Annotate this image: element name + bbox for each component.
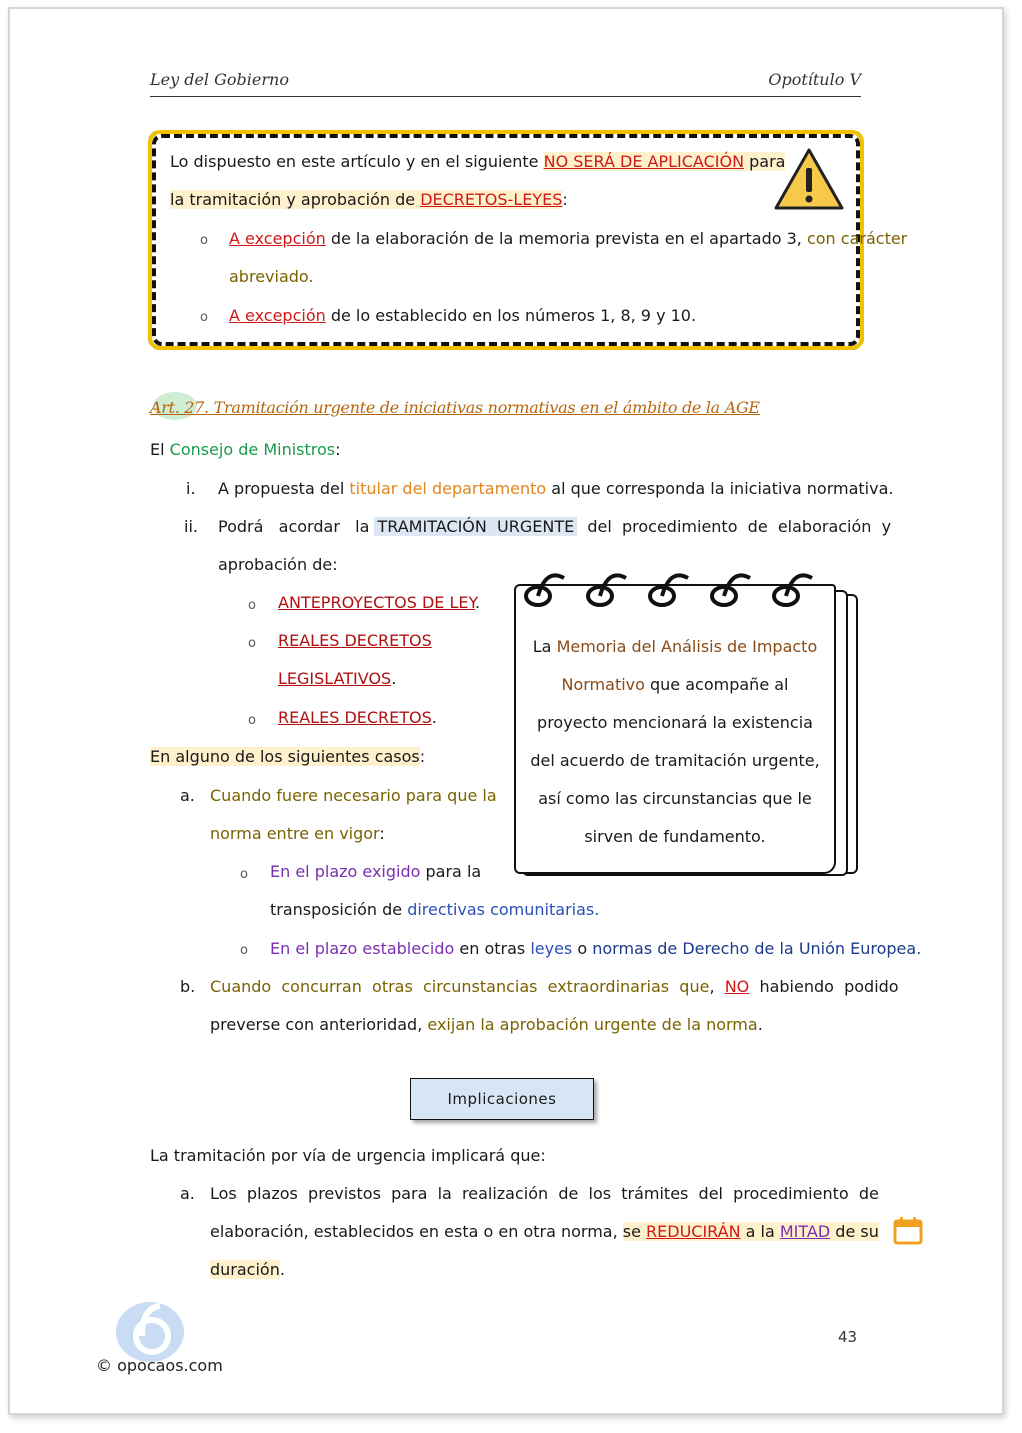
- implicaciones-a-line-1: Los plazos previstos para la realización de los trámites del procedimiento de: [210, 1184, 879, 1203]
- bullet: o: [200, 310, 208, 325]
- bullet: o: [248, 598, 256, 613]
- case-a-line-2: norma entre en vigor:: [210, 824, 385, 843]
- bullet: o: [200, 233, 208, 248]
- sub-item-1: ANTEPROYECTOS DE LEY.: [278, 593, 481, 612]
- note-line-2: Normativo que acompañe al: [561, 675, 789, 694]
- note-line-6: sirven de fundamento.: [584, 827, 766, 846]
- implicaciones-a-line-3: duración.: [210, 1260, 285, 1279]
- calendar-icon: [893, 1217, 923, 1245]
- article-item-ii: Podrá acordar la TRAMITACIÓN URGENTE del procedimiento de elaboración y: [218, 517, 892, 536]
- warning-line-2: la tramitación y aprobación de DECRETOS-LEYES:: [170, 190, 568, 209]
- note-line-5: así como las circunstancias que le: [538, 789, 812, 808]
- case-a-sub-1: En el plazo exigido para la: [270, 862, 482, 881]
- case-b-line-1: Cuando concurran otras circunstancias extraordinarias que, NO habiendo podido: [210, 977, 899, 996]
- article-title: Art. 27. Tramitación urgente de iniciativas normativas en el ámbito de la AGE: [150, 398, 760, 417]
- notepad-spiral-rings: [512, 562, 832, 612]
- copyright: © opocaos.com: [96, 1356, 223, 1375]
- article-item-ii-cont: aprobación de:: [218, 555, 338, 574]
- header-left: Ley del Gobierno: [150, 70, 289, 89]
- list-number: ii.: [184, 517, 198, 536]
- bullet: o: [240, 943, 248, 958]
- notepad-note: [514, 584, 836, 874]
- header-right: Opotítulo V: [768, 70, 861, 89]
- warning-item-1-cont: abreviado.: [229, 267, 314, 286]
- implicaciones-a-line-2: elaboración, establecidos en esta o en otra norma, se REDUCIRÁN a la MITAD de su: [210, 1222, 879, 1241]
- bullet: o: [240, 867, 248, 882]
- warning-icon: [772, 146, 846, 212]
- implicaciones-intro: La tramitación por vía de urgencia implicará que:: [150, 1146, 546, 1165]
- warning-line-1: Lo dispuesto en este artículo y en el siguiente NO SERÁ DE APLICACIÓN para: [170, 152, 786, 171]
- warning-item-2: A excepción de lo establecido en los números 1, 8, 9 y 10.: [229, 306, 697, 325]
- implicaciones-label: Implicaciones: [410, 1078, 594, 1120]
- case-a-sub-2: En el plazo establecido en otras leyes o normas de Derecho de la Unión Europea.: [270, 939, 922, 958]
- cases-intro: En alguno de los siguientes casos:: [150, 747, 426, 766]
- article-item-i: A propuesta del titular del departamento al que corresponda la iniciativa normativa.: [218, 479, 894, 498]
- article-intro: El Consejo de Ministros:: [150, 440, 341, 459]
- note-line-3: proyecto mencionará la existencia: [537, 713, 813, 732]
- note-line-1: La Memoria del Análisis de Impacto: [532, 637, 818, 656]
- note-line-4: del acuerdo de tramitación urgente,: [530, 751, 820, 770]
- case-a-sub-1-cont: transposición de directivas comunitarias.: [270, 900, 600, 919]
- bullet: o: [248, 713, 256, 728]
- warning-item-1: A excepción de la elaboración de la memoria prevista en el apartado 3, con carácter: [229, 229, 908, 248]
- case-a-line-1: Cuando fuere necesario para que la: [210, 786, 497, 805]
- page-number: 43: [838, 1328, 858, 1346]
- list-letter: a.: [180, 1184, 195, 1203]
- sub-item-2: REALES DECRETOS: [278, 631, 432, 650]
- sub-item-3: REALES DECRETOS.: [278, 708, 437, 727]
- case-b-line-2: preverse con anterioridad, exijan la aprobación urgente de la norma.: [210, 1015, 763, 1034]
- bullet: o: [248, 636, 256, 651]
- page-header: [150, 70, 861, 97]
- sub-item-2-cont: LEGISLATIVOS.: [278, 669, 397, 688]
- list-number: i.: [186, 479, 196, 498]
- list-letter: a.: [180, 786, 195, 805]
- list-letter: b.: [180, 977, 196, 996]
